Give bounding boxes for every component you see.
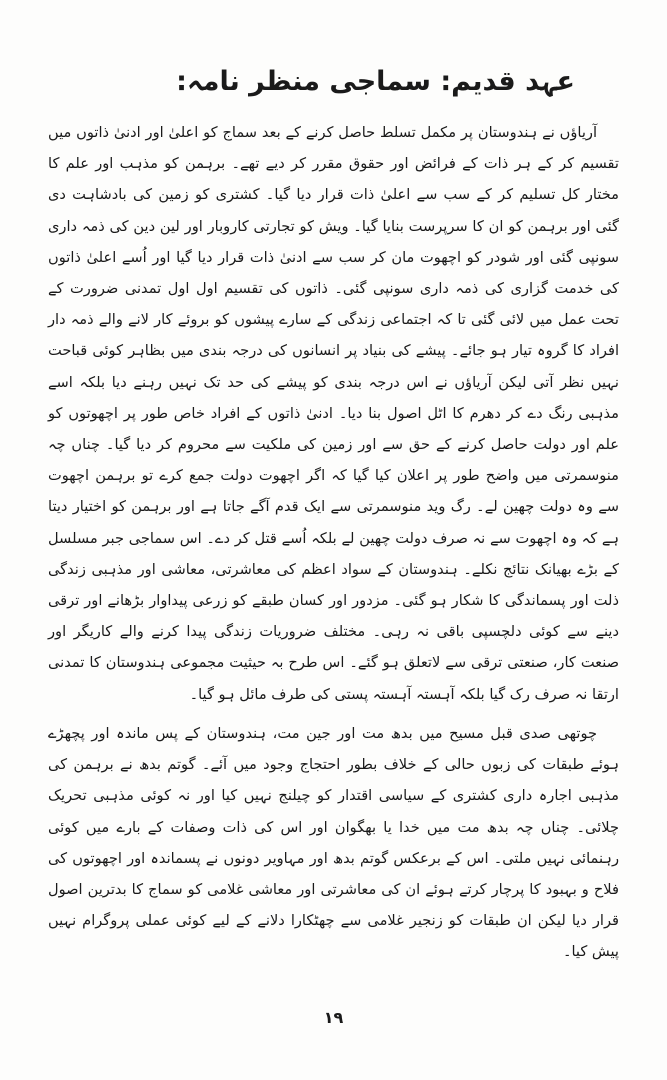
- section-heading: عہد قدیم: سماجی منظر نامہ:: [176, 66, 575, 97]
- paragraph-1: آریاؤں نے ہندوستان پر مکمل تسلط حاصل کرنے کے بعد سماج کو اعلیٰ اور ادنیٰ ذاتوں میں تقسیم کر کے ہر ذات کے فرائض اور حقوق مقرر کر دیے تھے۔ برہمن کو مذہب اور علم کا مختار کل تسلیم کر کے سب سے اعلیٰ ذات قرار دیا گیا۔ کشتری کو زمین کی بادشاہت دی گئی اور برہمن کو ان کا سرپرست بنایا گیا۔ ویش کو تجارتی کاروبار اور لین دین کی ذمہ داری سونپی گئی اور شودر کو اچھوت مان کر سب سے ادنیٰ ذات قرار دیا گیا اور اُسے اعلیٰ ذاتوں کی خدمت گزاری کی ذمہ داری سونپی گئی۔ ذاتوں کی تقسیم اول اول تمدنی ضرورت کے تحت عمل میں لائی گئی تا کہ اجتماعی زندگی کے سارے پیشوں کو بروئے کار لانے والے ذمہ دار افراد کا گروہ تیار ہو جائے۔ پیشے کی بنیاد پر انسانوں کی درجہ بندی میں بظاہر کوئی قباحت نہیں نظر آتی لیکن آریاؤں نے اس درجہ بندی کو پیشے کی حد تک نہیں رہنے دیا بلکہ اسے مذہبی رنگ دے کر دھرم کا اٹل اصول بنا دیا۔ ادنیٰ ذاتوں کے افراد خاص طور پر اچھوتوں کو علم اور دولت حاصل کرنے کے حق سے اور زمین کی ملکیت سے محروم کر دیا گیا۔ چناں چہ منوسمرتی میں واضح طور پر اعلان کیا گیا کہ اگر اچھوت دولت جمع کرے تو برہمن اچھوت سے وہ دولت چھین لے۔ رگ وید منوسمرتی سے ایک قدم آگے جاتا ہے اور برہمن کو اختیار دیتا ہے کہ وہ اچھوت سے نہ صرف دولت چھین لے بلکہ اُسے قتل کر دے۔ اس سماجی جبر مسلسل کے بڑے بھیانک نتائج نکلے۔ ہندوستان کے سواد اعظم کی معاشرتی، معاشی اور مذہبی زندگی ذلت اور پسماندگی کا شکار ہو گئی۔ مزدور اور کسان طبقے کو زرعی پیداوار بڑھانے اور ترقی دینے سے کوئی دلچسپی باقی نہ رہی۔ مختلف ضروریات زندگی پیدا کرنے والے کاریگر اور صنعت کار، صنعتی ترقی سے لاتعلق ہو گئے۔ اس طرح بہ حیثیت مجموعی ہندوستان کا تمدنی ارتقا نہ صرف رک گیا بلکہ آہستہ آہستہ پستی کی طرف مائل ہو گیا۔: [48, 124, 619, 703]
- paragraph-2: چوتھی صدی قبل مسیح میں بدھ مت اور جین مت، ہندوستان کے پس ماندہ اور پچھڑے ہوئے طبقات کی زبوں حالی کے خلاف بطور احتجاج وجود میں آئے۔ گوتم بدھ نے برہمن کی مذہبی اجارہ داری کشتری کے سیاسی اقتدار کو چیلنج نہیں کیا اور نہ کوئی مذہبی تحریک چلائی۔ چناں چہ بدھ مت میں خدا یا بھگوان اور اس کی ذات وصفات کے بارے میں کوئی رہنمائی نہیں ملتی۔ اس کے برعکس گوتم بدھ اور مہاویر دونوں نے پسماندہ اور اچھوتوں کی فلاح و بہبود کا پرچار کرتے ہوئے ان کی معاشرتی اور معاشی غلامی کو سماج کا بدترین اصول قرار دیا لیکن ان طبقات کو زنجیر غلامی سے چھٹکارا دلانے کے لیے کوئی عملی پروگرام نہیں پیش کیا۔: [48, 725, 619, 961]
- page-number: ۱۹: [323, 1008, 344, 1027]
